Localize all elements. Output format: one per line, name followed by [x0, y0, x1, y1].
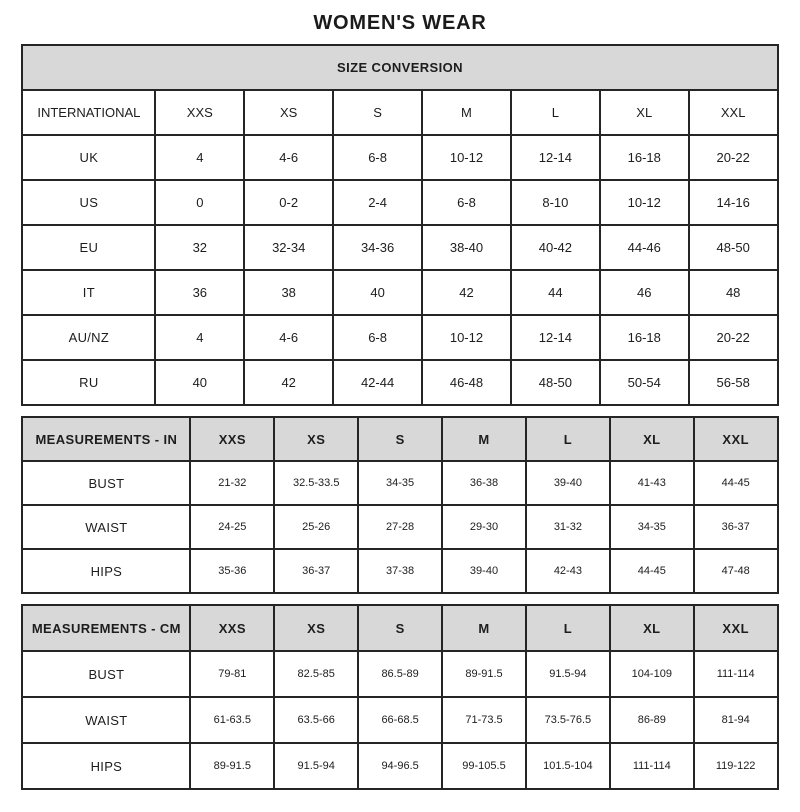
row-label: WAIST	[22, 697, 190, 743]
row-label: BUST	[22, 651, 190, 697]
page-title: WOMEN'S WEAR	[313, 12, 487, 34]
table-cell: 42-44	[333, 360, 422, 405]
table-row	[22, 360, 777, 405]
column-header: XS	[274, 605, 358, 651]
table-cell: 91.5-94	[526, 651, 610, 697]
size-conversion-table	[21, 44, 778, 406]
table-cell: 6-8	[333, 315, 422, 360]
column-header: S	[358, 417, 442, 461]
table-cell: 111-114	[610, 743, 694, 789]
column-header: XXL	[689, 90, 778, 135]
table-cell: 44	[511, 270, 600, 315]
table-cell: 39-40	[526, 461, 610, 505]
column-header: XXS	[190, 605, 274, 651]
table-row	[22, 549, 777, 593]
table-cell: 48	[689, 270, 778, 315]
table-cell: 34-35	[358, 461, 442, 505]
table-row	[22, 135, 777, 180]
table-cell: 4	[155, 315, 244, 360]
table-cell: 6-8	[333, 135, 422, 180]
table-cell: 14-16	[689, 180, 778, 225]
column-header: XL	[610, 417, 694, 461]
row-label: BUST	[22, 461, 190, 505]
row-label: HIPS	[22, 743, 190, 789]
table-cell: 73.5-76.5	[526, 697, 610, 743]
table-cell: 20-22	[689, 315, 778, 360]
table-cell: 0-2	[244, 180, 333, 225]
measurements-cm-table	[21, 604, 778, 790]
row-label: AU/NZ	[22, 315, 155, 360]
table-cell: 4-6	[244, 135, 333, 180]
table-cell: 0	[155, 180, 244, 225]
row-label: EU	[22, 225, 155, 270]
table-cell: 16-18	[600, 315, 689, 360]
table-cell: 29-30	[442, 505, 526, 549]
table-cell: 63.5-66	[274, 697, 358, 743]
table-cell: 4-6	[244, 315, 333, 360]
table-row	[22, 743, 777, 789]
column-header: XXS	[155, 90, 244, 135]
table-cell: 94-96.5	[358, 743, 442, 789]
row-label: UK	[22, 135, 155, 180]
table-cell: 6-8	[422, 180, 511, 225]
column-header: XL	[600, 90, 689, 135]
column-header: XXL	[694, 417, 778, 461]
table-cell: 25-26	[274, 505, 358, 549]
table-cell: 89-91.5	[190, 743, 274, 789]
section-header: SIZE CONVERSION	[22, 45, 777, 90]
table-cell: 36-38	[442, 461, 526, 505]
table-cell: 104-109	[610, 651, 694, 697]
table-cell: 46-48	[422, 360, 511, 405]
table-cell: 86-89	[610, 697, 694, 743]
table-cell: 10-12	[422, 315, 511, 360]
row-label: WAIST	[22, 505, 190, 549]
table-cell: 38-40	[422, 225, 511, 270]
table-row	[22, 505, 777, 549]
table-cell: 24-25	[190, 505, 274, 549]
table-row	[22, 605, 777, 651]
table-row	[22, 651, 777, 697]
column-header: L	[511, 90, 600, 135]
table-cell: 42-43	[526, 549, 610, 593]
table-cell: 35-36	[190, 549, 274, 593]
table-cell: 21-32	[190, 461, 274, 505]
column-header: L	[526, 605, 610, 651]
table-cell: 44-46	[600, 225, 689, 270]
column-header: S	[358, 605, 442, 651]
table-cell: 34-36	[333, 225, 422, 270]
table-cell: 42	[244, 360, 333, 405]
table-cell: 99-105.5	[442, 743, 526, 789]
table-row	[22, 270, 777, 315]
table-cell: 39-40	[442, 549, 526, 593]
table-row	[22, 461, 777, 505]
table-row	[22, 180, 777, 225]
table-cell: 32	[155, 225, 244, 270]
table-cell: 20-22	[689, 135, 778, 180]
table-cell: 47-48	[694, 549, 778, 593]
table-cell: 44-45	[694, 461, 778, 505]
table-cell: 40	[155, 360, 244, 405]
column-header: INTERNATIONAL	[22, 90, 155, 135]
table-cell: 91.5-94	[274, 743, 358, 789]
column-header: M	[422, 90, 511, 135]
table-cell: 101.5-104	[526, 743, 610, 789]
column-header: M	[442, 605, 526, 651]
table-row	[22, 417, 777, 461]
table-cell: 46	[600, 270, 689, 315]
table-cell: 12-14	[511, 135, 600, 180]
table-row	[22, 697, 777, 743]
table-cell: 16-18	[600, 135, 689, 180]
table-cell: 40-42	[511, 225, 600, 270]
column-header: M	[442, 417, 526, 461]
table-cell: 86.5-89	[358, 651, 442, 697]
column-header: XL	[610, 605, 694, 651]
table-cell: 44-45	[610, 549, 694, 593]
table-cell: 89-91.5	[442, 651, 526, 697]
measurements-in-table	[21, 416, 778, 594]
table-cell: 32.5-33.5	[274, 461, 358, 505]
table-cell: 71-73.5	[442, 697, 526, 743]
table-cell: 81-94	[694, 697, 778, 743]
table-cell: 38	[244, 270, 333, 315]
table-cell: 27-28	[358, 505, 442, 549]
table-cell: 2-4	[333, 180, 422, 225]
row-label: HIPS	[22, 549, 190, 593]
table-cell: 31-32	[526, 505, 610, 549]
column-header: XS	[244, 90, 333, 135]
table-cell: 111-114	[694, 651, 778, 697]
column-header: S	[333, 90, 422, 135]
column-header: XXL	[694, 605, 778, 651]
table-cell: 36	[155, 270, 244, 315]
table-cell: 10-12	[600, 180, 689, 225]
table-cell: 34-35	[610, 505, 694, 549]
section-header: MEASUREMENTS - CM	[22, 605, 190, 651]
table-cell: 79-81	[190, 651, 274, 697]
row-label: IT	[22, 270, 155, 315]
section-header: MEASUREMENTS - IN	[22, 417, 190, 461]
table-cell: 32-34	[244, 225, 333, 270]
table-cell: 48-50	[689, 225, 778, 270]
table-cell: 56-58	[689, 360, 778, 405]
column-header: XS	[274, 417, 358, 461]
table-cell: 41-43	[610, 461, 694, 505]
row-label: RU	[22, 360, 155, 405]
column-header: XXS	[190, 417, 274, 461]
table-cell: 50-54	[600, 360, 689, 405]
table-cell: 40	[333, 270, 422, 315]
table-cell: 8-10	[511, 180, 600, 225]
table-cell: 61-63.5	[190, 697, 274, 743]
table-cell: 119-122	[694, 743, 778, 789]
table-row	[22, 90, 777, 135]
row-label: US	[22, 180, 155, 225]
table-cell: 42	[422, 270, 511, 315]
table-row	[22, 315, 777, 360]
table-cell: 12-14	[511, 315, 600, 360]
table-cell: 48-50	[511, 360, 600, 405]
table-cell: 66-68.5	[358, 697, 442, 743]
table-cell: 10-12	[422, 135, 511, 180]
table-cell: 36-37	[274, 549, 358, 593]
table-cell: 37-38	[358, 549, 442, 593]
column-header: L	[526, 417, 610, 461]
table-row	[22, 225, 777, 270]
table-cell: 4	[155, 135, 244, 180]
table-row	[22, 45, 777, 90]
table-cell: 36-37	[694, 505, 778, 549]
table-cell: 82.5-85	[274, 651, 358, 697]
